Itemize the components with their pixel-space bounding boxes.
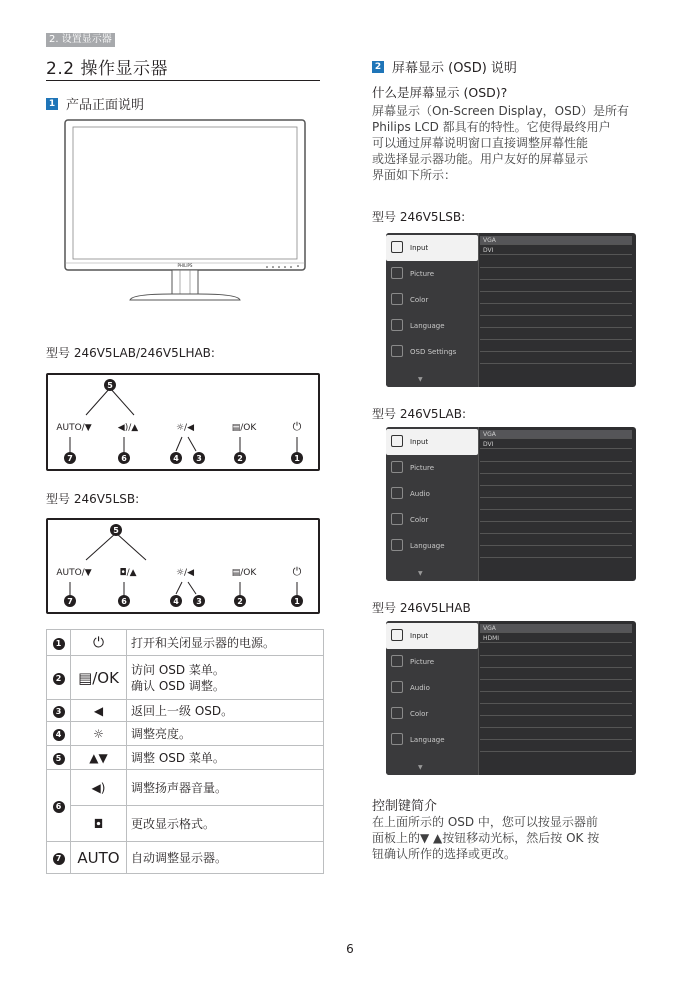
osd-description: 屏幕显示（On-Screen Display，OSD）是所有 Philips LCD 都具有的特性。它使得最终用户 可以通过屏幕说明窗口直接调整屏幕性能 或选择显示器功能。用户友好的屏幕显示 界面如下所示： [372,104,629,182]
osd-menu-osd-settings[interactable]: OSD Settings [386,339,478,365]
panel-lsb-n4: 4 [173,597,179,606]
osd-sub-vga[interactable]: VGA [480,236,632,245]
heading-text: 产品正面说明 [66,98,145,113]
row-description: 自动调整显示器。 [127,842,324,874]
panel-lsb-power-button[interactable]: ⏻ [292,565,302,578]
osd-menu-picture[interactable]: Picture [386,649,478,675]
panel-lsb-brightness-button[interactable]: ☼/◀ [175,568,195,578]
table-row [47,746,324,770]
auto-icon: AUTO [71,842,127,874]
table-row [47,630,324,656]
model-label-lab: 型号 246V5LAB/246V5LHAB: [46,346,215,360]
panel-lsb-n2: 2 [237,597,243,606]
panel-lsb-n5: 5 [113,526,119,535]
menu-ok-icon: ▤/OK [71,656,127,700]
panel-lsb-auto-button[interactable]: AUTO/▼ [56,568,92,578]
panel-lab-n5: 5 [107,381,113,390]
osd-sub-dvi[interactable]: DVI [480,440,632,449]
osd-menu-color[interactable]: Color [386,287,478,313]
section-tab: 2. 设置显示器 [46,33,115,47]
osd-sub-hdmi[interactable]: HDMI [480,634,632,643]
osd-menu-language[interactable]: Language [386,533,478,559]
panel-lab-brightness-button[interactable]: ☼/◀ [175,423,195,433]
row-description: 访问 OSD 菜单。 [131,662,225,677]
osd-sub-vga[interactable]: VGA [480,430,632,439]
brightness-icon: ☼ [71,722,127,746]
panel-lab-power-button[interactable]: ⏻ [292,420,302,433]
panel-lab-n7: 7 [67,454,73,463]
panel-lab-n2: 2 [237,454,243,463]
function-table [46,629,324,874]
row-description-2: 确认 OSD 调整。 [131,678,225,693]
control-panel-lab [46,373,320,471]
osd-model-label-lab: 型号 246V5LAB: [372,407,467,421]
osd-what-title: 什么是屏幕显示 (OSD)? [372,85,508,100]
panel-lsb-n7: 7 [67,597,73,606]
osd-heading [372,57,517,76]
row-number: 5 [53,753,65,765]
table-row [47,770,324,806]
front-heading [46,94,144,113]
osd-menu-language[interactable]: Language [386,727,478,753]
controls-description: 在上面所示的 OSD 中，您可以按显示器前 面板上的▼ ▲按钮移动光标，然后按 OK 按 钮确认所作的选择或更改。 [372,815,600,861]
heading-text: 屏幕显示 (OSD) 说明 [392,61,517,76]
osd-sub-vga[interactable]: VGA [480,624,632,633]
row-description: 更改显示格式。 [127,806,324,842]
osd-screen-lab [386,427,636,581]
osd-menu-input[interactable]: Input [386,235,478,261]
osd-down-arrow-icon: ▼ [418,376,423,383]
osd-menu-color[interactable]: Color [386,701,478,727]
panel-lab-n1: 1 [294,454,300,463]
panel-lab-auto-button[interactable]: AUTO/▼ [56,423,92,433]
row-number: 3 [53,706,65,718]
osd-menu-language[interactable]: Language [386,313,478,339]
monitor-illustration [60,118,310,308]
up-down-icon: ▲▼ [71,746,127,770]
row-description: 调整扬声器音量。 [127,770,324,806]
osd-sub-dvi[interactable]: DVI [480,246,632,255]
heading-number: 2 [372,61,384,73]
osd-screen-lhab [386,621,636,775]
page-title: 2.2 操作显示器 [46,59,168,79]
page-number: 6 [346,942,354,956]
panel-lsb-n1: 1 [294,597,300,606]
volume-icon: ◀) [71,770,127,806]
osd-menu-audio[interactable]: Audio [386,481,478,507]
table-row [47,842,324,874]
table-row [47,806,324,842]
row-description: 调整 OSD 菜单。 [127,746,324,770]
osd-model-label-lsb: 型号 246V5LSB: [372,210,466,224]
row-number: 2 [53,673,65,685]
panel-lab-n6: 6 [121,454,127,463]
title-rule [46,80,320,81]
model-label-lsb: 型号 246V5LSB: [46,492,140,506]
row-number: 1 [53,638,65,650]
osd-screen-lsb [386,233,636,387]
panel-lsb-n3: 3 [196,597,202,606]
power-icon: ⏻ [71,630,127,656]
osd-down-arrow-icon: ▼ [418,570,423,577]
panel-lsb-menu-button[interactable]: ▤/OK [231,568,257,578]
osd-menu-color[interactable]: Color [386,507,478,533]
osd-menu-input[interactable]: Input [386,623,478,649]
panel-lab-n3: 3 [196,454,202,463]
osd-model-label-lhab: 型号 246V5LHAB [372,601,471,615]
osd-menu-audio[interactable]: Audio [386,675,478,701]
osd-menu-input[interactable]: Input [386,429,478,455]
back-arrow-icon: ◀ [71,700,127,722]
panel-lsb-format-button[interactable]: ◘/▲ [119,568,137,578]
row-description: 返回上一级 OSD。 [127,700,324,722]
osd-menu-picture[interactable]: Picture [386,261,478,287]
row-description: 调整亮度。 [127,722,324,746]
format-icon: ◘ [71,806,127,842]
monitor-brand: PHILIPS [177,263,193,268]
controls-title: 控制键简介 [372,799,438,814]
panel-lab-menu-button[interactable]: ▤/OK [231,423,257,433]
panel-lab-volume-button[interactable]: ◀)/▲ [117,423,139,433]
row-number: 4 [53,729,65,741]
osd-down-arrow-icon: ▼ [418,764,423,771]
panel-lsb-n6: 6 [121,597,127,606]
table-row [47,656,324,700]
osd-menu-picture[interactable]: Picture [386,455,478,481]
row-number: 7 [53,853,65,865]
row-description: 打开和关闭显示器的电源。 [127,630,324,656]
panel-lab-n4: 4 [173,454,179,463]
table-row [47,700,324,722]
control-panel-lsb [46,518,320,614]
row-number: 6 [53,801,65,813]
table-row [47,722,324,746]
heading-number: 1 [46,98,58,110]
